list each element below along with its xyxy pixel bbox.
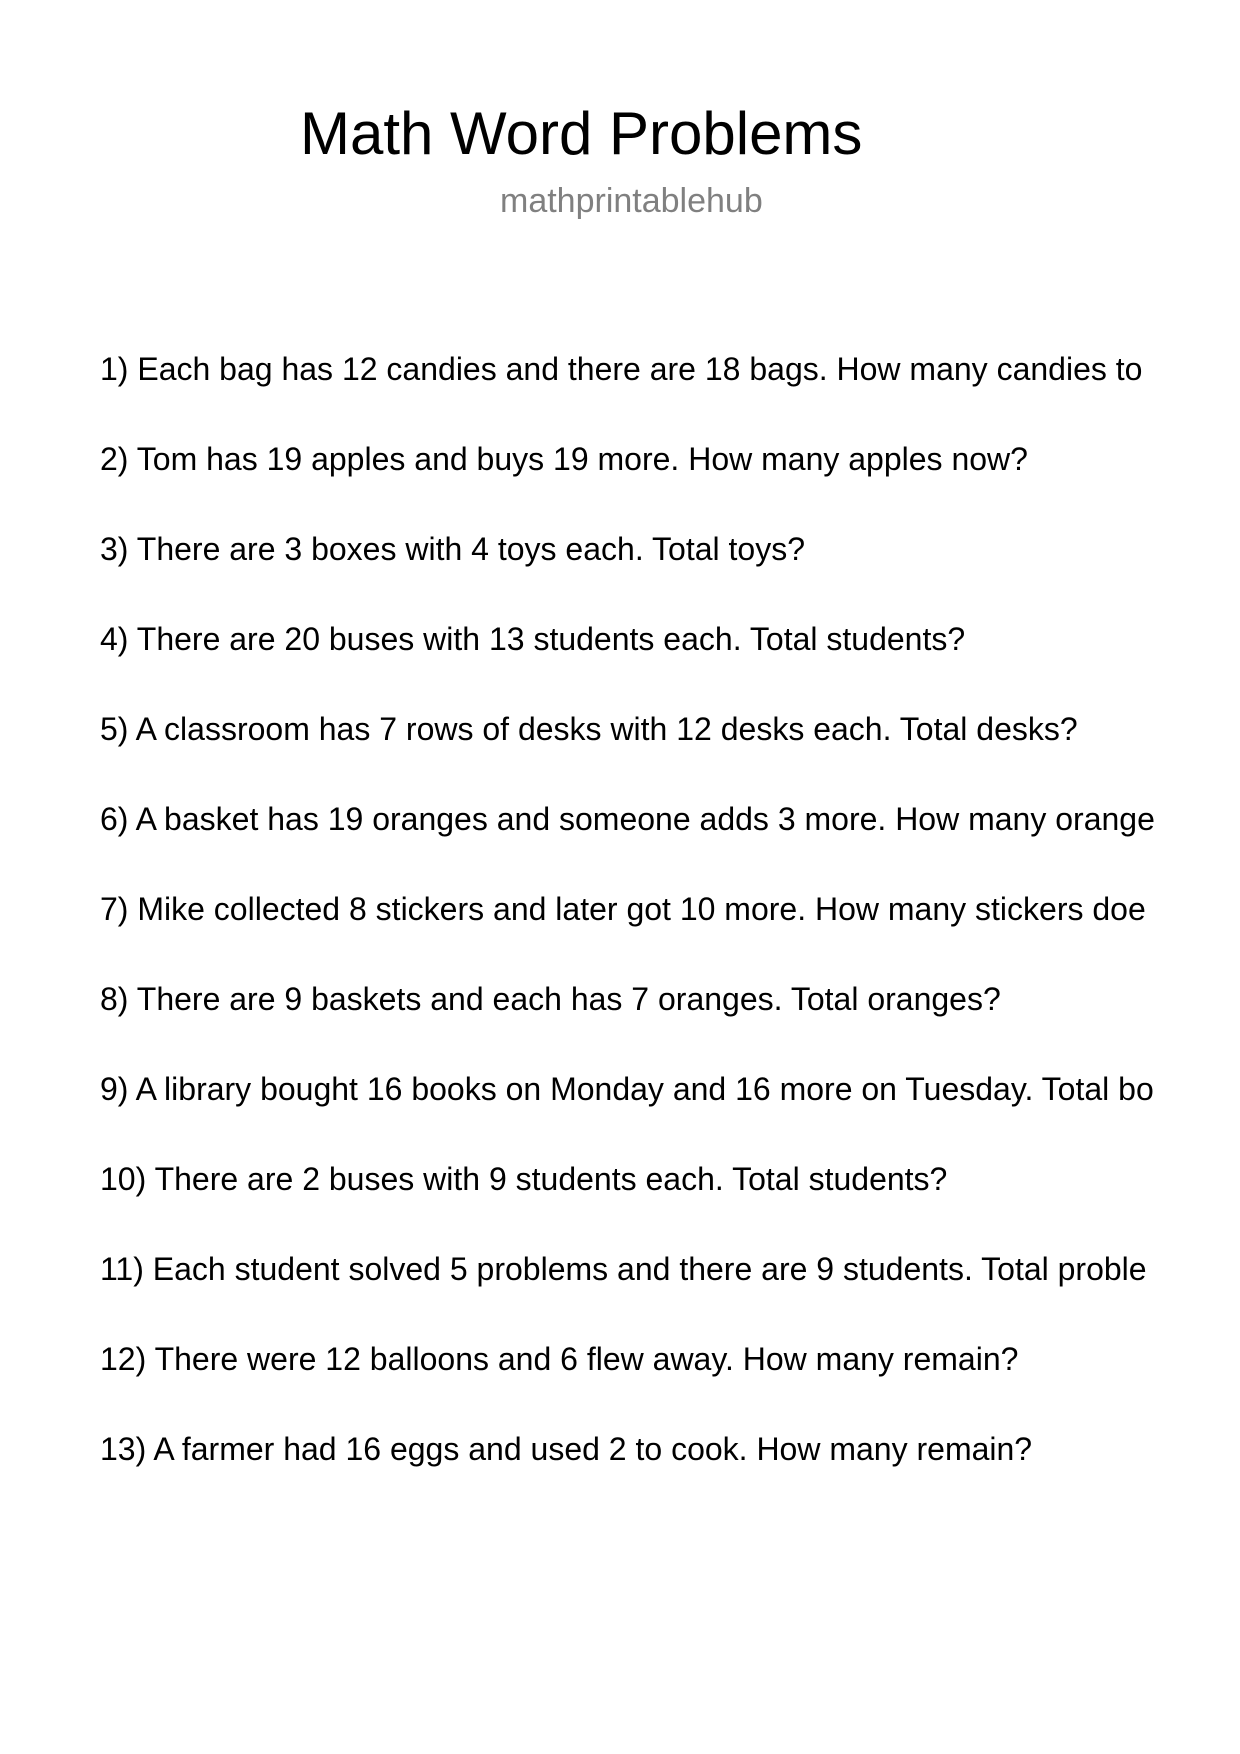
problem-item: 6) A basket has 19 oranges and someone adds 3 more. How many orange bbox=[100, 801, 1155, 837]
problem-item: 3) There are 3 boxes with 4 toys each. Total toys? bbox=[100, 531, 805, 567]
page-title: Math Word Problems bbox=[300, 100, 863, 167]
page-subtitle: mathprintablehub bbox=[500, 182, 763, 220]
problem-item: 1) Each bag has 12 candies and there are 18 bags. How many candies to bbox=[100, 351, 1143, 387]
problem-item: 4) There are 20 buses with 13 students each. Total students? bbox=[100, 621, 966, 657]
problem-item: 7) Mike collected 8 stickers and later got 10 more. How many stickers doe bbox=[100, 891, 1146, 927]
problem-item: 5) A classroom has 7 rows of desks with 12 desks each. Total desks? bbox=[100, 711, 1078, 747]
problem-item: 2) Tom has 19 apples and buys 19 more. How many apples now? bbox=[100, 441, 1028, 477]
problem-item: 11) Each student solved 5 problems and there are 9 students. Total proble bbox=[100, 1251, 1147, 1287]
problem-item: 9) A library bought 16 books on Monday and 16 more on Tuesday. Total bo bbox=[100, 1071, 1154, 1107]
problem-item: 8) There are 9 baskets and each has 7 oranges. Total oranges? bbox=[100, 981, 1001, 1017]
problem-list bbox=[100, 350, 1240, 1520]
problem-item: 13) A farmer had 16 eggs and used 2 to cook. How many remain? bbox=[100, 1431, 1033, 1467]
problem-item: 10) There are 2 buses with 9 students each. Total students? bbox=[100, 1161, 948, 1197]
problem-item: 12) There were 12 balloons and 6 flew away. How many remain? bbox=[100, 1341, 1019, 1377]
